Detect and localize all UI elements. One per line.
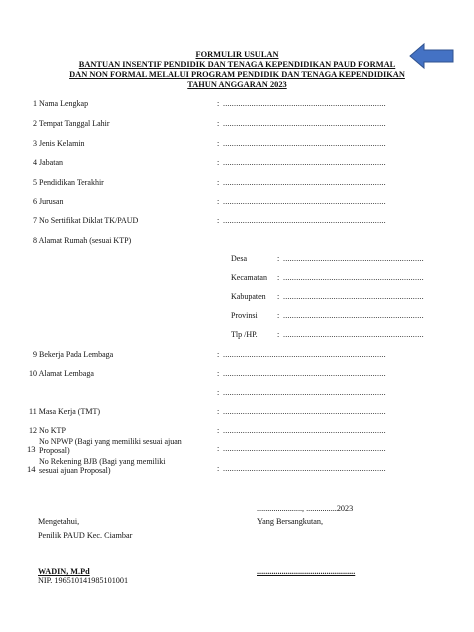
sub-label-regency: Kabupaten [231,292,266,301]
field-num: 3 [33,139,37,148]
field-num: 1 [33,99,37,108]
field-label: Tempat Tanggal Lahir [38,119,110,128]
field-colon: : [217,158,220,167]
sub-label-province: Provinsi [231,311,258,320]
field-certificate [33,216,138,225]
field-bank-input[interactable]: .......................................................................... [223,464,386,473]
field-npwp-label: No NPWP (Bagi yang memiliki sesuai ajuan Proposal) [39,437,182,455]
field-label: Nama Lengkap [39,99,89,108]
field-bank-num: 14 [27,464,36,474]
field-num: 12 [29,426,37,435]
field-label: Jenis Kelamin [39,139,85,148]
sub-label-phone: Tlp /HP. [231,330,258,339]
field-name-input[interactable]: .......................................................................... [223,99,386,108]
field-colon: : [277,311,280,320]
field-birth [33,119,110,128]
field-label: Pendidikan Terakhir [39,178,104,187]
field-position-input[interactable]: .......................................................................... [223,158,386,167]
field-colon: : [217,426,220,435]
field-education-input[interactable]: .......................................................................... [223,178,386,187]
field-major-input[interactable]: .......................................................................... [223,197,386,206]
field-colon: : [217,464,220,473]
field-ktp [29,426,66,435]
field-npwp-input[interactable]: .......................................................................... [223,444,386,453]
field-colon: : [217,369,220,378]
field-bank-label: No Rekening BJB (Bagi yang memiliki sesuai ajuan Proposal) [39,457,166,475]
date-line[interactable]: ......................, ...............2023 [257,504,354,513]
field-label: Jurusan [39,197,64,206]
field-colon: : [277,254,280,263]
field-institution-input[interactable]: .......................................................................... [223,350,386,359]
applicant-name-line[interactable]: ................................................ [257,567,356,576]
field-label: Masa Kerja (TMT) [38,407,101,416]
field-address [33,236,131,245]
form-subtitle-2: DAN NON FORMAL MELALUI PROGRAM PENDIDIK DAN TENAGA KEPENDIDIKAN [69,70,405,79]
sub-district-input[interactable]: ................................................................ [283,273,424,282]
field-gender [33,139,85,148]
field-colon: : [217,178,220,187]
field-colon: : [217,350,220,359]
field-colon: : [217,99,220,108]
field-institution [33,350,113,359]
field-institution-address [29,369,94,378]
field-tenure [29,407,100,416]
sub-label-district: Kecamatan [231,273,267,282]
field-colon: : [217,139,220,148]
form-subtitle-1: BANTUAN INSENTIF PENDIDIK DAN TENAGA KEPENDIDIKAN PAUD FORMAL [78,60,396,69]
field-num: 10 [29,369,37,378]
field-label: Alamat Rumah (sesuai KTP) [38,236,132,245]
field-num: 4 [33,158,37,167]
field-institution-address-input[interactable]: .......................................................................... [223,369,386,378]
approver-nip: NIP. 196510141985101001 [38,576,129,585]
field-gender-input[interactable]: .......................................................................... [223,139,386,148]
approval-title: Mengetahui, [38,517,80,526]
field-colon: : [217,197,220,206]
field-label: Alamat Lembaga [38,369,94,378]
field-colon: : [277,330,280,339]
field-ktp-input[interactable]: .......................................................................... [223,426,386,435]
form-subtitle-3: TAHUN ANGGARAN 2023 [187,80,287,89]
field-colon: : [217,407,220,416]
field-colon: : [217,388,220,397]
field-name [33,99,88,108]
sub-label-village: Desa [231,254,247,263]
approver-role: Penilik PAUD Kec. Ciambar [38,531,133,540]
field-major [33,197,63,206]
sub-phone-input[interactable]: ................................................................ [283,330,424,339]
field-colon: : [217,444,220,453]
field-num: 8 [33,236,37,245]
field-npwp-num: 13 [27,444,36,454]
sub-province-input[interactable]: ................................................................ [283,311,424,320]
field-num: 2 [33,119,37,128]
field-num: 11 [29,407,37,416]
field-birth-input[interactable]: .......................................................................... [223,119,386,128]
field-label: No KTP [39,426,66,435]
field-education [33,178,104,187]
field-position [33,158,63,167]
field-num: 6 [33,197,37,206]
approver-name: WADIN, M.Pd [38,567,90,576]
field-tenure-input[interactable]: .......................................................................... [223,407,386,416]
field-certificate-input[interactable]: .......................................................................... [223,216,386,225]
field-num: 7 [33,216,37,225]
field-colon: : [217,216,220,225]
field-num: 5 [33,178,37,187]
field-label: Jabatan [39,158,63,167]
field-num: 9 [33,350,37,359]
field-institution-address-input-2[interactable]: .......................................................................... [223,388,386,397]
field-label: No Sertifikat Diklat TK/PAUD [39,216,139,225]
applicant-title: Yang Bersangkutan, [257,517,324,526]
field-colon: : [277,292,280,301]
sub-village-input[interactable]: ................................................................ [283,254,424,263]
sub-regency-input[interactable]: ................................................................ [283,292,424,301]
field-colon: : [277,273,280,282]
field-colon: : [217,119,220,128]
form-title: FORMULIR USULAN [195,50,279,59]
field-label: Bekerja Pada Lembaga [39,350,114,359]
